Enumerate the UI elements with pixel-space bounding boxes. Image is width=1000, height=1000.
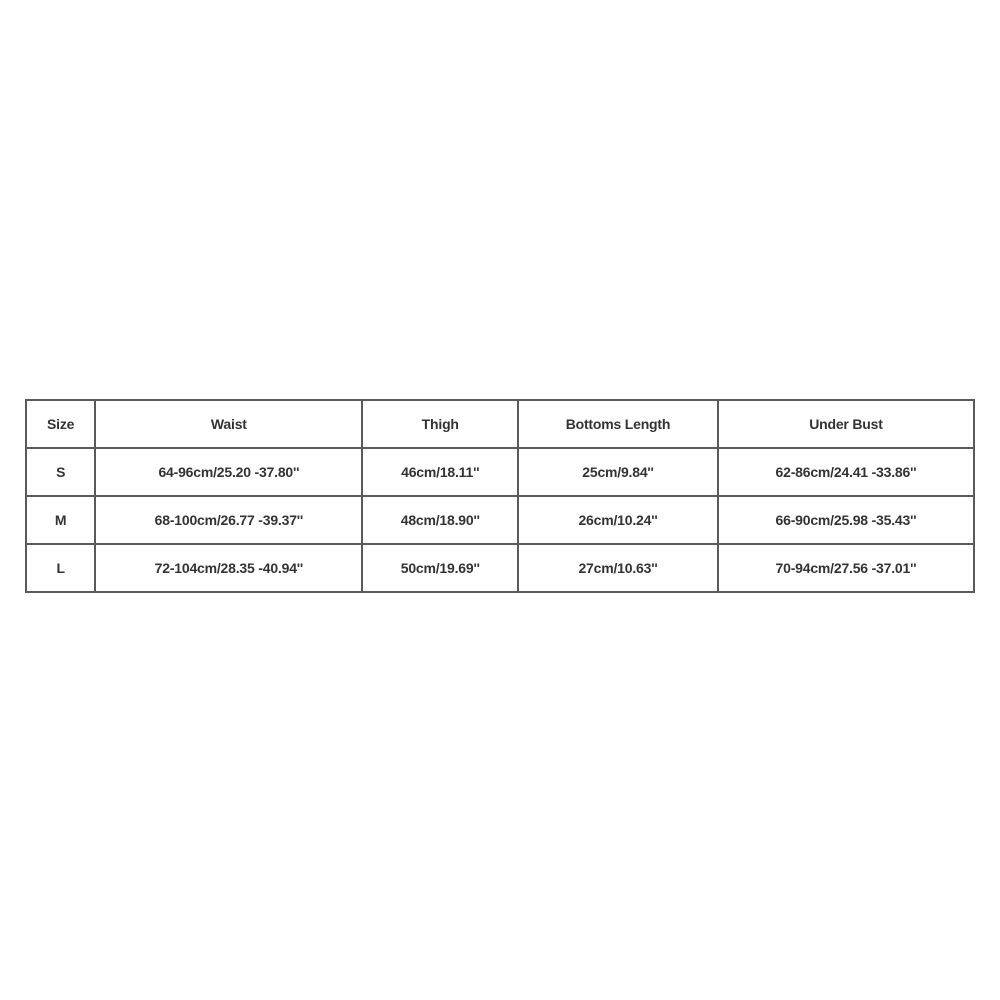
size-chart-table xyxy=(25,399,975,593)
cell-waist: 68-100cm/26.77 -39.37'' xyxy=(95,496,362,544)
cell-thigh: 48cm/18.90'' xyxy=(362,496,518,544)
cell-under-bust: 66-90cm/25.98 -35.43'' xyxy=(718,496,974,544)
header-bottoms-length: Bottoms Length xyxy=(518,400,718,448)
cell-size: L xyxy=(26,544,95,592)
table-row xyxy=(26,496,974,544)
cell-bottoms-length: 26cm/10.24'' xyxy=(518,496,718,544)
cell-thigh: 46cm/18.11'' xyxy=(362,448,518,496)
cell-size: S xyxy=(26,448,95,496)
cell-size: M xyxy=(26,496,95,544)
cell-under-bust: 70-94cm/27.56 -37.01'' xyxy=(718,544,974,592)
cell-bottoms-length: 27cm/10.63'' xyxy=(518,544,718,592)
header-waist: Waist xyxy=(95,400,362,448)
table-row xyxy=(26,448,974,496)
cell-waist: 72-104cm/28.35 -40.94'' xyxy=(95,544,362,592)
cell-under-bust: 62-86cm/24.41 -33.86'' xyxy=(718,448,974,496)
header-under-bust: Under Bust xyxy=(718,400,974,448)
header-thigh: Thigh xyxy=(362,400,518,448)
header-size: Size xyxy=(26,400,95,448)
table-header-row xyxy=(26,400,974,448)
table-row xyxy=(26,544,974,592)
cell-bottoms-length: 25cm/9.84'' xyxy=(518,448,718,496)
cell-waist: 64-96cm/25.20 -37.80'' xyxy=(95,448,362,496)
cell-thigh: 50cm/19.69'' xyxy=(362,544,518,592)
